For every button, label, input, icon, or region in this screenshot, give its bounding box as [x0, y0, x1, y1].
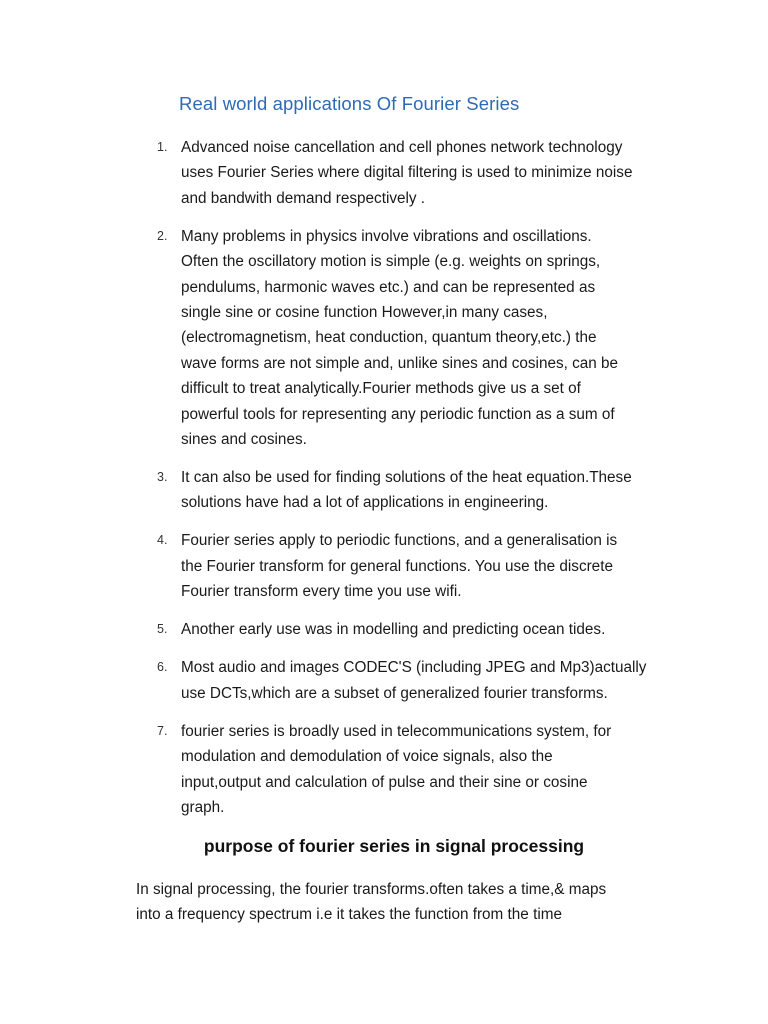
- list-number: 2.: [157, 228, 168, 243]
- list-number: 5.: [157, 622, 168, 637]
- list-number: 6.: [157, 660, 168, 675]
- applications-list: [157, 135, 657, 833]
- list-item-text: Many problems in physics involve vibrations and oscillations. Often the oscillatory motion is simple (e.g. weights on springs, pendulums, harmonic waves etc.) and can be represented as single sine or cosine function However,in many cases, (electromagnetism, heat conduction, quantum theory,etc.) the wave forms are not simple and, unlike sines and cosines, can be difficult to treat analytically.Fourier methods give us a set of powerful tools for representing any periodic function as a sum of sines and cosines.: [181, 227, 619, 449]
- list-number: 3.: [157, 470, 168, 485]
- list-item-3: [157, 465, 657, 516]
- list-number: 4.: [157, 533, 168, 548]
- list-item-4: [157, 528, 657, 604]
- list-item-text: Advanced noise cancellation and cell phones network technology uses Fourier Series where digital filtering is used to minimize noise and bandwith demand respectively .: [181, 139, 633, 207]
- list-item-2: [157, 224, 657, 453]
- list-item-7: [157, 719, 657, 821]
- list-item-5: [157, 617, 657, 642]
- list-item-6: [157, 655, 657, 706]
- list-number: 7.: [157, 723, 168, 738]
- list-item-text: Most audio and images CODEC'S (including JPEG and Mp3)actually use DCTs,which are a subset of generalized fourier transforms.: [181, 659, 647, 702]
- body-paragraph: In signal processing, the fourier transforms.often takes a time,& maps into a frequency spectrum i.e it takes the function from the time: [136, 881, 607, 924]
- list-item-1: [157, 135, 657, 211]
- list-item-text: fourier series is broadly used in telecommunications system, for modulation and demodulation of voice signals, also the input,output and calculation of pulse and their sine or cosine graph.: [181, 722, 612, 816]
- list-number: 1.: [157, 140, 168, 154]
- section-heading: purpose of fourier series in signal processing: [203, 836, 585, 856]
- list-item-text: Fourier series apply to periodic functions, and a generalisation is the Fourier transform for general functions. You use the discrete Fourier transform every time you use wifi.: [181, 532, 618, 601]
- document-title: Real world applications Of Fourier Series: [179, 93, 520, 114]
- list-item-text: It can also be used for finding solutions of the heat equation.These solutions have had a lot of applications in engineering.: [181, 469, 632, 512]
- list-item-text: Another early use was in modelling and predicting ocean tides.: [181, 621, 606, 639]
